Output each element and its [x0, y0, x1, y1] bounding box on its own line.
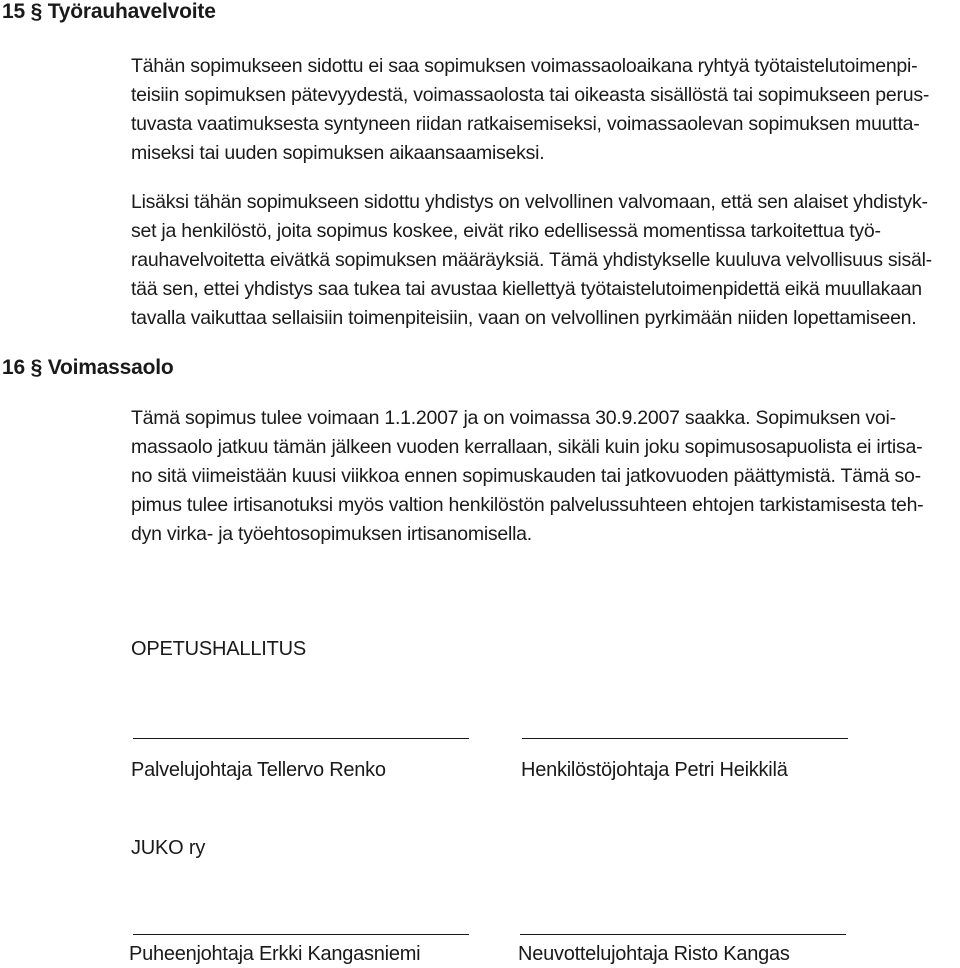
- section-15-heading: 15 § Työrauhavelvoite: [2, 0, 216, 23]
- text-line: Tämä sopimus tulee voimaan 1.1.2007 ja on voimassa 30.9.2007 saakka. Sopimuksen voi-: [131, 407, 896, 429]
- text-line: Tähän sopimukseen sidottu ei saa sopimuksen voimassaoloaikana ryhtyä työtaistelutoimenpi-: [131, 55, 918, 77]
- text-line: miseksi tai uuden sopimuksen aikaansaamiseksi.: [131, 142, 545, 164]
- section-15-paragraph-2: [131, 188, 955, 333]
- text-line: dyn virka- ja työehtosopimuksen irtisanomisella.: [131, 523, 532, 545]
- text-line: set ja henkilöstö, joita sopimus koskee, eivät riko edellisessä momentissa tarkoitettua työ-: [131, 220, 881, 242]
- section-15-paragraph-1: [131, 52, 955, 168]
- signer-name: Puheenjohtaja Erkki Kangasniemi: [129, 943, 421, 965]
- signature-line: [133, 934, 469, 935]
- text-line: tavalla vaikuttaa sellaisiin toimenpiteisiin, vaan on velvollinen pyrkimään niiden lopettamiseen.: [131, 307, 917, 329]
- text-line: tuvasta vaatimuksesta syntyneen riidan ratkaisemiseksi, voimassaolevan sopimuksen muutta-: [131, 113, 920, 135]
- signatory-organisation-1: OPETUSHALLITUS: [131, 638, 307, 660]
- signature-line: [522, 738, 848, 739]
- text-line: tää sen, ettei yhdistys saa tukea tai avustaa kiellettyä työtaistelutoimenpidettä eikä muullakaan: [131, 278, 922, 300]
- signer-name: Neuvottelujohtaja Risto Kangas: [518, 943, 790, 965]
- signatory-organisation-2: JUKO ry: [131, 837, 206, 859]
- section-16-heading: 16 § Voimassaolo: [2, 356, 174, 379]
- signer-name: Henkilöstöjohtaja Petri Heikkilä: [521, 759, 788, 781]
- signer-name: Palvelujohtaja Tellervo Renko: [131, 759, 386, 781]
- text-line: teisiin sopimuksen pätevyydestä, voimassaolosta tai oikeasta sisällöstä tai sopimukseen perus-: [131, 84, 930, 106]
- text-line: Lisäksi tähän sopimukseen sidottu yhdistys on velvollinen valvomaan, että sen alaiset yhdistyk-: [131, 191, 928, 213]
- text-line: rauhavelvoitetta eivätkä sopimuksen määräyksiä. Tämä yhdistykselle kuuluva velvollisuus sisäl-: [131, 249, 932, 271]
- text-line: pimus tulee irtisanotuksi myös valtion henkilöstön palvelussuhteen ehtojen tarkistamisesta teh-: [131, 494, 924, 516]
- text-line: massaolo jatkuu tämän jälkeen vuoden kerrallaan, sikäli kuin joku sopimusosapuolista ei irtisa-: [131, 436, 923, 458]
- section-16-paragraph-1: [131, 404, 955, 549]
- text-line: no sitä viimeistään kuusi viikkoa ennen sopimuskauden tai jatkovuoden päättymistä. Tämä so-: [131, 465, 921, 487]
- signature-line: [133, 738, 469, 739]
- signature-line: [520, 934, 846, 935]
